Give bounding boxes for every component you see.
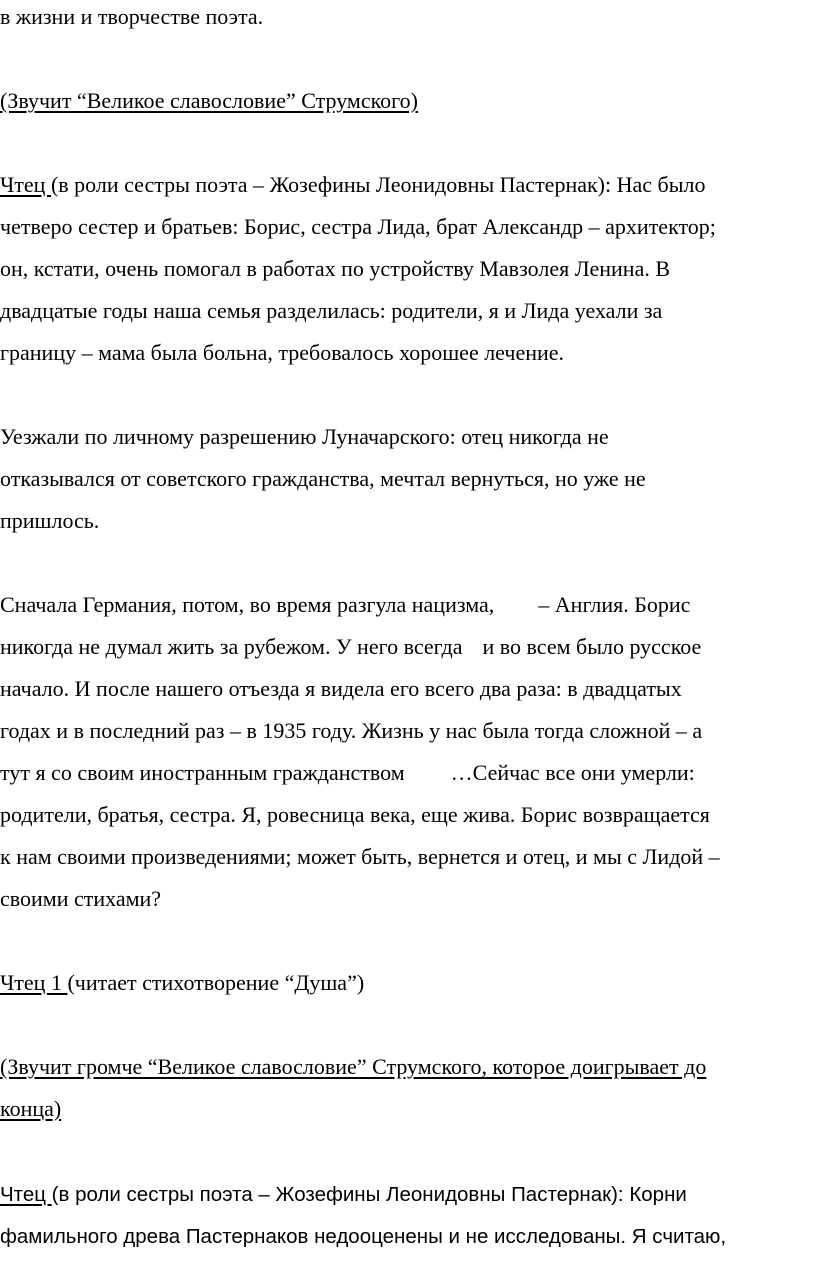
text-line [0,338,812,368]
line-text: фамильного древа Пастернаков недооценены и не исследованы. Я считаю, [0,1225,727,1248]
text-line [0,506,812,536]
stage-direction [0,1094,812,1124]
text-line [0,254,812,284]
line-text: (Звучит громче “Великое славословие” Струмского, которое доигрывает до [0,1054,707,1079]
line-text: четверо сестер и братьев: Борис, сестра Лида, брат Александр – архитектор; [0,214,716,239]
line-text: тут я со своим иностранным гражданством [0,760,405,785]
line-text: начало. И после нашего отъезда я видела его всего два раза: в двадцатых [0,676,682,701]
line-text: отказывался от советского гражданства, мечтал вернуться, но уже не [0,466,646,491]
line-text: Уезжали по личному разрешению Луначарского: отец никогда не [0,424,609,449]
text-line [0,590,812,620]
line-text: конца) [0,1096,62,1121]
line-text: двадцатые годы наша семья разделилась: родители, я и Лида уехали за [0,298,663,323]
line-text: (Звучит “Великое славословие” Струмского) [0,88,418,113]
text-line [0,800,812,830]
text-line [0,1222,812,1252]
line-text: …Сейчас все они умерли: [450,760,695,785]
line-text: (в роли сестры поэта – Жозефины Леонидовны Пастернак): Корни [51,1183,687,1206]
text-line [0,296,812,326]
line-text: он, кстати, очень помогал в работах по устройству Мавзолея Ленина. В [0,256,671,281]
text-line [0,758,812,788]
line-text: в жизни и творчестве поэта. [0,4,264,29]
line-text: (в роли сестры поэта – Жозефины Леонидовны Пастернак): Нас было [50,172,706,197]
line-text: пришлось. [0,508,100,533]
text-line [0,884,812,914]
line-text: родители, братья, сестра. Я, ровесница века, еще жива. Борис возвращается [0,802,710,827]
reader-line [0,170,812,200]
speaker-label: Чтец [0,172,51,197]
line-text: (читает стихотворение “Душа”) [67,970,365,995]
stage-direction [0,86,812,116]
text-line [0,842,812,872]
line-text: и во всем было русское [482,634,702,659]
line-text: – Англия. Борис [538,592,691,617]
line-text: своими стихами? [0,886,162,911]
text-line [0,2,812,32]
text-line [0,716,812,746]
line-text: границу – мама была больна, требовалось хорошее лечение. [0,340,565,365]
reader-line [0,1180,812,1210]
text-line [0,632,812,662]
line-text: годах и в последний раз – в 1935 году. Жизнь у нас была тогда сложной – а [0,718,703,743]
line-text: Сначала Германия, потом, во время разгула нацизма, [0,592,495,617]
speaker-label: Чтец [0,1183,52,1206]
reader-line [0,968,812,998]
stage-direction [0,1052,812,1082]
line-text: к нам своими произведениями; может быть, вернется и отец, и мы с Лидой – [0,844,720,869]
text-line [0,422,812,452]
text-line [0,212,812,242]
speaker-label: Чтец 1 [0,970,68,995]
text-line [0,674,812,704]
text-line [0,464,812,494]
line-text: никогда не думал жить за рубежом. У него всегда [0,634,463,659]
